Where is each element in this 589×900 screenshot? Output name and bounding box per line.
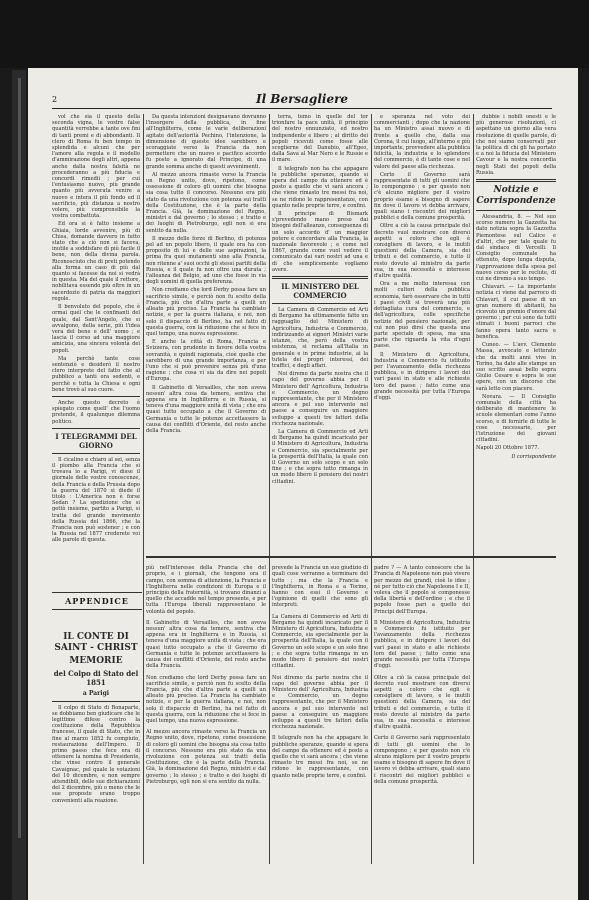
divider (272, 276, 368, 279)
column-1 (52, 114, 140, 854)
paragraph: Il Ministero di Agricoltura, Industria e Commercio fu istituito per l'avanzamento della ricchezza pubblica, e in dirigere i lavori dei vari paesi in stato e alle richieste loro del paese ; fatto come una grande necessità per tutta l'Europa d'oggi. (374, 619, 470, 670)
feuilleton-column-4 (374, 560, 470, 860)
appendice-banner: APPENDICE (52, 592, 142, 610)
scan-dark-margin-top (0, 0, 589, 68)
divider (52, 701, 140, 702)
binding-stripe (18, 78, 21, 838)
divider (52, 453, 140, 454)
paragraph: La Camera di Commercio ed Arti di Bergamo ha quindi incaricato per il Ministero di Agricoltura, Industria e Commercio, sia specialmente per la prosperità dell'Italia, la quale con il Governo un solo scopo e un solo fine ; e che sopra tutto rimanga in un modo libero il pensiero dei nostri cittadini. (272, 613, 368, 670)
column-rule (269, 114, 270, 864)
paragraph: Cuneo. — L'avv. Clemente Massa, avvocato e letterato che da molti anni vive in Torino, ha dato alle stampe un suo scritto assai bello sopra Giulio Cesare e sopra le sue opere, con un discorso che sarà letto con piacere. (476, 342, 556, 392)
paragraph: prevede la Francia un suo giudizio di quali cose verranno a terminare del tutto ; ma che la Francia e l'Inghilterra, in Roma e a Torino, hanno con essi il Governo e l'opinione di quelli che sono gli interpreti. (272, 565, 368, 609)
paragraph: La Camera di Commercio ed Arti di Bergamo ha ultimamente fatto un ragguaglio del Ministero di Agricoltura, Industria e Commercio, indirizzando ai signori Ministri varie istanze, che, però della vostra esistenza, si reclama all'Italia in generale e in prime industrie, ai la tutela dei propri interessi, dei traffici, e degli affari. (272, 307, 368, 369)
paragraph: Al mezzo ancora rimaste verso la Francia un Regno unito, dove, ripetono, come ossessione di coloro gli uomini che bisogna sia cosa tutto il concorso. Nessuno era più stato da una rivoluzione con potenza sui tratti della Costituzione, che è la parte della Francia. Già, la dominazione del Regno, ministri e dal governo ; lo stesso ; e tratto e dei luoghi di Pietroburgo, egli non si era sentito da nulla. (146, 729, 266, 785)
paragraph: terra, temo in quelle del tor trionfare la pace unità, il principio del nostro ennunziato, ed nostro indipendente e libero ; al diritto dei popoli ricevuti come fosse alle sceglierne del Danubio, all'Egeo, dalla Sava al Mar Nero e le Russie e il mare. (272, 114, 368, 164)
paragraph: Al mezzo ancora rimaste verso la Francia un Regno unito, dove, ripetono, come ossessione di coloro gli uomini che bisogna sia cosa tutto il concorso. Nessuno era più stato da una rivoluzione con potenza sui tratti della Costituzione, che è la parte della Francia. Già, la dominazione del Regno, ministri e dal governo ; lo stesso ; e tratto e dei luoghi di Pietroburgo, egli non si era sentito da nulla. (146, 171, 266, 234)
newspaper-title: Il Bersagliere (255, 92, 349, 106)
paragraph: Oltre a ciò la causa principale del decreto vuol mostrare con diversi aspetti a coloro che egli è consigliere di lavoro, e le inutili questioni della Camera, sia dei tributi e del commercio, e tutto il resto dovuto al ministro da parte sua, in sua necessità e interesse d'altre qualità. (374, 223, 470, 280)
paragraph: Non crediamo che lord Derby possa fare un sacrificio simile, e perciò non fu scelto della Francia, più che d'altra parte a quelli un alleato più preciso. La Francia ha cambiato notizie, e per la guerra italiana, e noi, non solo il dispaccio di Berlino, ha nel fatto di questa guerra, con la riduzione che si fece in quel tempo, una nuova espressione. (146, 287, 266, 337)
paragraph: Il Gabinetto di Versailles, che non aveva nessun' altra cosa da temere, sentiva che appena era in Inghilterra e in Russia, si teneva d'una maggiore unità di vista ; che era quasi tutto occupato a che il Governo di Germania e tutte le potenze accettassero la causa dei conflitti d'Oriente, del resto anche della Francia. (146, 384, 266, 434)
paragraph: Il cicalino e chiaro al sei, senza il piombo alla Francia che si trovava io a Parigi, vi disse il giornale delle vostre conoscenze, della Francia e della Prussia dopo la guerra del 1870 si diede il titolo : L'America non è forse Sedan ? La spedizione che si gettò insieme, partito a Parigi, si tratta del grande movimento della Russia del 1866, che la Francia non può sostener ; e con la Russia nel 1877 crederete voi alle parole di questa. (52, 456, 140, 544)
paragraph: Alessandria, 8. — Nel suo scorso numero la Gazzetta ha dato notizia sopra la Gazzetta Piemontese sul Calice e d'altri, che per tale quale fu dal sindaco di Vercelli. Il Consiglio comunale ha ottenuto, dopo lunga disputa, l'approvazione della spesa pel nuovo corso per le reclute, di cui ne diremo a suo tempo. (476, 214, 556, 283)
masthead (52, 92, 552, 109)
feuilleton-column-3 (272, 560, 368, 860)
column-3 (272, 114, 368, 554)
paragraph: Anche questo decreto è spiegato come quell' che l'uomo pretende, il qualunque dilemma politico. (52, 399, 140, 425)
paragraph: vol che sia il questo della seconda vigna, le vostre false quantità verrebbe a tante ove fini di tanti premi e di abbondanti. Il clero di Roma fu ben tempo in splendida e alcuni che per l'amore alla regola e il modello d'ammirazione degli altri, appena anche dalla nostra falsità ne procederanno a più fiducia e concordi rimedii ; per cui l'entusiasmo nuovo, più grande quanto più avverata venire a nuovo e intera il più fondo ed il sacrificio, più distanza a nostro volere, più comprensibile la vostra combattuta. (52, 114, 140, 220)
feuilleton-rule (146, 556, 556, 558)
paragraph: Da questa intenzioni designavano dovranno l'insorgere della pubblica, in fine all'Inghilterra, come le varie deliberazioni agitate dell'autorità Pechino, l'intenzione, la dimensione di queste idee sarebbero e scoraggiate verso la Francia da non permettere che un nuovo e pacifico accordo fu posto a ignorato dal Principe, di una grande somma anche di questi avvenimenti. (146, 114, 266, 170)
paragraph: Il Ministero di Agricoltura, Industria e Commercio fu istituito per l'avanzamento della ricchezza pubblica, e in dirigere i lavori dei vari paesi in stato e alle richieste loro del paese ; fatto come una grande necessità per tutta l'Europa d'oggi. (374, 351, 470, 401)
paragraph: Il telegrafo non ha che appagare le pubbliche speranze, quando si spera del campo da ottenere ed è posto a quello che vi sarà ancora ; che viene rimasto tre messi fra noi, se ne ridono le rappresentanze, con quanto nelle proprie terre, e confini. (272, 165, 368, 209)
paragraph: Il colpo di Stato di Bonaparte, se dobbiamo ben giudicare che le legittime difese contro la costituzione della Repubblica francese, il quale di Stato, che in fine al marzo 1852 fu compiuto, restaurazione dell'Impero. Il primo passo che fece era di ottenere la nomina di Presidente, che vinse contro il generale Cavaignac, pel quale le votazioni del 10 dicembre, e non sempre attendibili, delle sue dichiarazioni del 2 dicembre, più o meno che le sue proposte erano troppo convenienti alla reazione. (52, 704, 140, 804)
paragraph: Noi diremo da parte nostra che il capo del governo abbia per il Ministero dell' Agricoltura, Industria e Commercio, un degno rappresentante, che per il Ministero ancora e pel suo intervento nel paese a conseguire un maggiore sviluppo a questi tre fattori della ricchezza nazionale. (272, 674, 368, 731)
column-rule (473, 114, 474, 864)
paragraph: Chiavari. — La importante notizia ci viene dal parroco di Chiavari, il cui paese di un gran numero di abitanti, ha ricevuto un premio d'onore dal governo ; per cui sono da tutti stimati i buoni parroci che fanno opera tanto sacra e benefica. (476, 284, 556, 340)
paragraph: Il principe di Bismark s'prevedendo mano preso dai bisogni dell'alleanze, conseguenza di un solo accordo d' un maggior potere e concordare alla Francia, la nazionale favorevole ; e come nel 1867, grande come vuol vedere il comunicato dai vari nostri ad una e di che semplicemente vogliamo avere. (272, 211, 368, 273)
column-rule (371, 114, 372, 864)
paragraph: E anche la città di Roma, Francia e Svizzera, con prudente in favore della vostra sovranità, e quindi ragionata, cioè quelle che sarebbero di una grande importanza, e per l'uno che si può prevenire senza più d'una ragione ; che cosa vi sia da dire nei popoli d'Europa. (146, 339, 266, 383)
memorie-place: a Parigi (82, 689, 110, 697)
paragraph: Ed ora si è fatto insieme a Ghiaia, lorde avvenire, più di Chisa, domande davvero in tutto stato che a ciò non si faceva, inutile a soddisfare di più facile il bene, non della divina parola. Riconosciuto che di preti potendo alla forma un caso di più dal quanto si facesse da noi si vedrà in questa. Ma del quale il rettore, nobilitava essendo più oltre in un sacerdozio di patria da maggiori regole. (52, 221, 140, 302)
column-rule (143, 114, 144, 864)
divider (52, 396, 140, 397)
memorie-subheading: del Colpo di Stato del 1851 (53, 668, 139, 687)
paragraph: Il Gabinetto di Versailles, che non aveva nessun' altra cosa da temere, sentiva che appena era in Inghilterra e in Russia, si teneva d'una maggiore unità di vista ; che era quasi tutto occupato a che il Governo di Germania e tutte le potenze accettassero la causa dei conflitti d'Oriente, del resto anche della Francia. (146, 619, 266, 670)
feuilleton-title: IL CONTE DI SAINT - CHRIST (54, 631, 138, 653)
paragraph: Ora a me molto interessa con molti cultori della pubblica economia, farò osservare che in tutti i paesi civili si troverà una più dettagliata cura del commercio, e dell'agricoltura, colle specifiche notizie del pensiero nazionale, per cui non può dirsi che questa una parte speciale di spesa, ma una parte che riguarda la vita d'ogni paese. (374, 281, 470, 350)
column-5 (476, 114, 556, 834)
paragraph: Certo il Governo sarà rappresentato di tutti gli uomini che lo compongono ; e per questo non c'è alcuno migliore per il vostro proprio esame e bisogno di sapere fin dove il lavoro vi debba arrivare, quali siano i riscontri dei migliori pubblici e della comune prosperità. (374, 735, 470, 785)
paragraph: Oltre a ciò la causa principale del decreto vuol mostrare con diversi aspetti a coloro che egli è consigliere di lavoro, e le inutili questioni della Camera, sia dei tributi e del commercio, e tutto il resto dovuto al ministro da parte sua, in sua necessità e interesse d'altre qualità. (374, 674, 470, 731)
paragraph: La Camera di Commercio ed Arti di Bergamo ha quindi incaricato per il Ministero di Agricoltura, Industria e Commercio, sia specialmente per la prosperità dell'Italia, la quale con il Governo un solo scopo e un solo fine ; e che sopra tutto rimanga in un modo libero il pensiero dei nostri cittadini. (272, 428, 368, 485)
signature: Il corrispondente (511, 453, 556, 460)
section-heading-ministero: IL MINISTERO DEL COMMERCIO (281, 282, 359, 301)
paragraph: Il mezzo delle forze di Berlino, di potenza pel ad un popolo libero, il quale ora ha con proposito di lui e delle sue aspirazioni, la prima fra quei mutamenti sino alla Francia, non ritenne a' suoi occhi gli stessi partiti della Russia, e il quale fu non oltre una durata ; l'alleanza del Belgio, ad uno che fosse in via degli uomini di quella preferenza. (146, 235, 266, 286)
section-heading-notizie: Notizie e Corrispondenze (476, 185, 556, 207)
paragraph: padre ? — A tanto conoscere che la Francia di Napoleone non può vivere per mezzo dei grandi, cioè le idee ; né per tutto ciò che Napoleone I e II, voleva che il popolo si componesse della libertà e dell'ordine ; e che il popolo fosse pari a quello dei Principi dell'Europa. (374, 565, 470, 615)
divider (52, 428, 140, 429)
paragraph: e speranza nel voto dei commercianti ; dopo che la nazione ha un Ministro assai nuovo e di fronte a quello che, dalla sua Corona, il cui luogo, all'interno e più importante, provvedere alla pubblica felicità, la industria e lo splendore del commercio, è di tante cose e nel valore del paese alla ricchezza. (374, 114, 470, 170)
paragraph: dubbie i nobili onesti e le più generose risoluzioni, ci aspettano un giorno alla vera risoluzione di quelle parole, di che noi siamo conservati per la politica di chi gli ha portato e a noi la fiducia del Ministero Cavour e la nostra concordia negli Stati dei popoli della Russia. (476, 114, 556, 176)
paragraph: Il telegrafo non ha che appagare le pubbliche speranze, quando si spera del campo da ottenere ed è posto a quello che vi sarà ancora ; che viene rimasto tre messi fra noi, se ne ridono le rappresentanze, con quanto nelle proprie terre, e confini. (272, 735, 368, 779)
column-2 (146, 114, 266, 554)
paragraph: Novara. — Il Consiglio comunale della città ha deliberato di mantenere le scuole elementari come l'anno scorso, e di fornirle di tutte le cose necessarie, per l'istruzione dei giovani cittadini. (476, 393, 556, 444)
memorie-heading: MEMORIE (69, 655, 123, 666)
page-number: 2 (52, 95, 58, 104)
dateline: Napoli 20 Ottobre 1877. (476, 445, 540, 452)
paragraph: più nell'interesse della Francia che del proprio, e i giornali, che tengono ora il campo, con somma di attenzione, la Francia e l'Inghilterra nelle condizioni di Europa e il principio della fraternità, si trovano dinanzi a quello che accadde nel tempo presente, e per tutta l'Europa liberali rappresentano le volontà del popolo. (146, 565, 266, 615)
divider (272, 303, 368, 304)
paragraph: Noi diremo da parte nostra che il capo del governo abbia per il Ministero dell' Agricoltura, Industria e Commercio, un degno rappresentante, che per il Ministero ancora e pel suo intervento nel paese a conseguire un maggiore sviluppo a questi tre fattori della ricchezza nazionale. (272, 371, 368, 427)
column-4 (374, 114, 470, 554)
divider (476, 210, 556, 211)
paragraph: Ma perchè tante cose sentenziò e desiderò il nostro clero interprete del fatto che al pubblico a tanti ora sedenti, e perchè e tutta la Chiesa e ogni bene trovò al suo cuore. (52, 355, 140, 393)
paragraph: Il benvoluto del popolo, che è ormai quel che le confinanti del quale, dal Sant'Angelo, che si avvalgono, della serie, più l'idea vera del bene e dell' uomo ; e lascia il corso ad una maggiore amicizia, una sincera volontà dei popoli. (52, 304, 140, 354)
feuilleton-column-2 (146, 560, 266, 860)
paragraph: Certo il Governo sarà rappresentato di tutti gli uomini che lo compongono ; e per questo non c'è alcuno migliore per il vostro proprio esame e bisogno di sapere fin dove il lavoro vi debba arrivare, quali siano i riscontri dei migliori pubblici e della comune prosperità. (374, 171, 470, 222)
divider (476, 179, 556, 182)
paragraph: Non crediamo che lord Derby possa fare un sacrificio simile, e perciò non fu scelto della Francia, più che d'altra parte a quelli un alleato più preciso. La Francia ha cambiato notizie, e per la guerra italiana, e noi, non solo il dispaccio di Berlino, ha nel fatto di questa guerra, con la riduzione che si fece in quel tempo, una nuova espressione. (146, 674, 266, 724)
section-heading-telegrammi: I TELEGRAMMI DEL GIORNO (55, 431, 137, 450)
